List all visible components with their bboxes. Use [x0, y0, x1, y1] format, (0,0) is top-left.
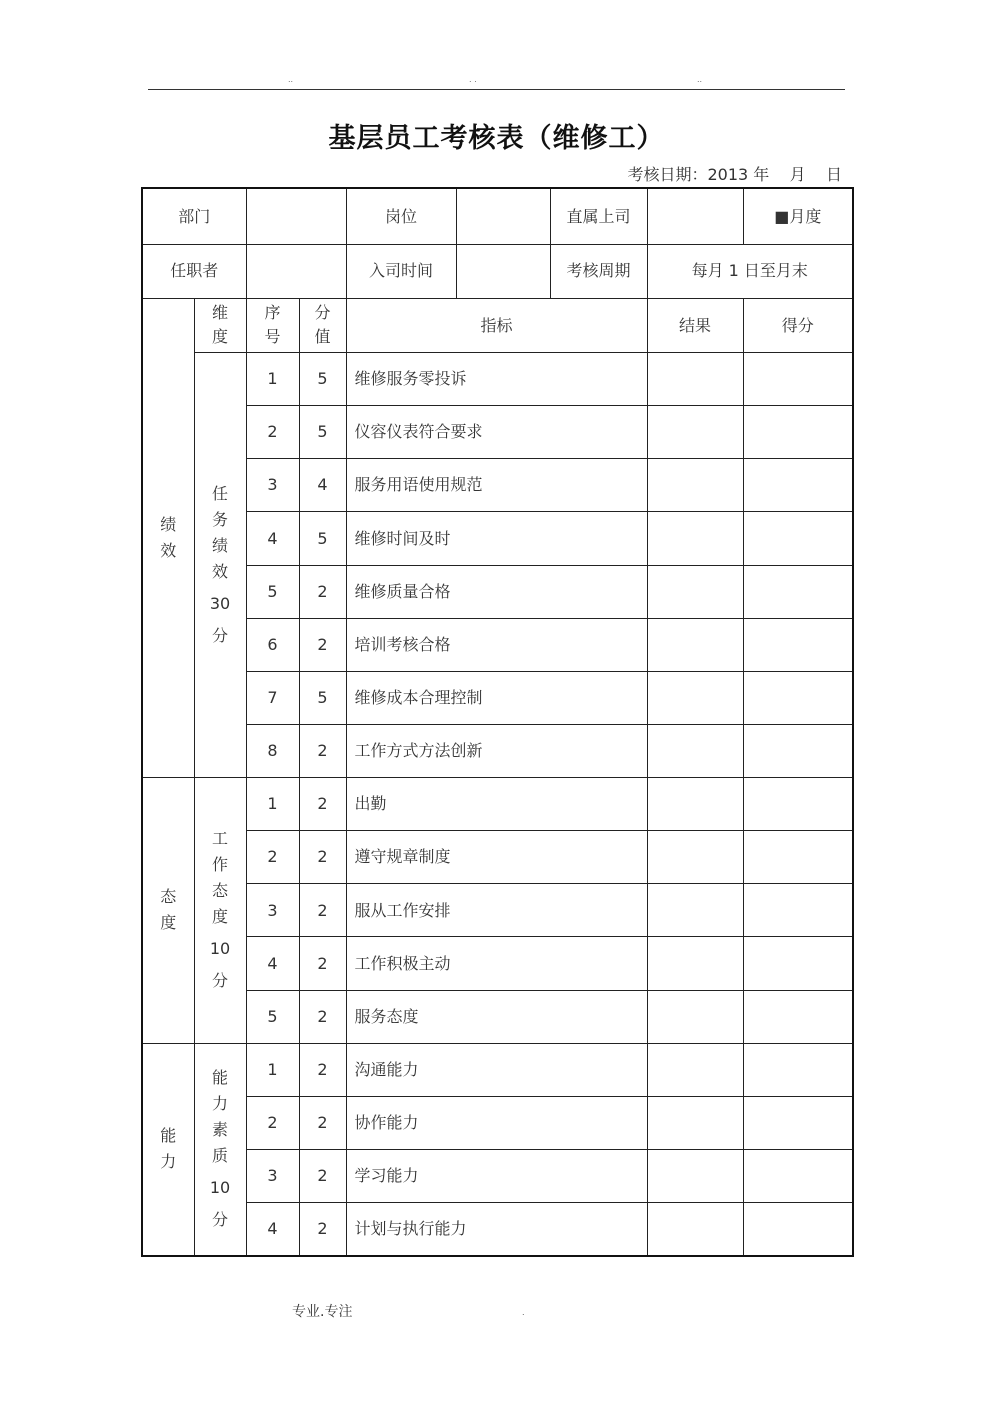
dimension-points: 30: [209, 594, 231, 613]
indicator-cell: 沟通能力: [346, 1043, 647, 1096]
table-row: [142, 831, 853, 884]
document-title: 基层员工考核表（维修工）: [328, 123, 665, 154]
result-field[interactable]: [647, 671, 743, 724]
supervisor-field[interactable]: [647, 188, 743, 244]
header-dot: . .: [469, 75, 477, 84]
table-row: [142, 1096, 853, 1149]
indicator-cell: 计划与执行能力: [346, 1203, 647, 1256]
table-row: [142, 406, 853, 459]
dimension-points: 10: [209, 1178, 231, 1198]
seq-cell: 1: [246, 1043, 299, 1096]
score-field[interactable]: [743, 459, 853, 512]
header-dot: ..: [697, 75, 703, 84]
column-result: 结果: [647, 298, 743, 352]
score-field[interactable]: [743, 1150, 853, 1203]
result-field[interactable]: [647, 1150, 743, 1203]
indicator-cell: 维修时间及时: [346, 512, 647, 565]
dimension-label: 任务绩效: [211, 484, 228, 581]
score-field[interactable]: [743, 512, 853, 565]
value-cell: 5: [299, 671, 346, 724]
dimension-unit: 分: [211, 626, 228, 645]
seq-cell: 4: [246, 512, 299, 565]
result-field[interactable]: [647, 990, 743, 1043]
indicator-cell: 遵守规章制度: [346, 831, 647, 884]
seq-cell: 5: [246, 565, 299, 618]
seq-cell: 1: [246, 352, 299, 405]
dimension-cell: [194, 778, 246, 1044]
score-field[interactable]: [743, 990, 853, 1043]
join-date-field[interactable]: [456, 244, 550, 298]
value-cell: 2: [299, 618, 346, 671]
value-cell: 2: [299, 1150, 346, 1203]
dimension-label: 工作态度: [211, 829, 228, 927]
cycle-label: 考核周期: [550, 244, 647, 298]
dimension-points: 10: [209, 939, 231, 959]
seq-cell: 1: [246, 778, 299, 831]
table-row: [142, 778, 853, 831]
value-cell: 2: [299, 778, 346, 831]
period-type-checkbox[interactable]: ■月度: [743, 188, 853, 244]
department-label: 部门: [142, 188, 246, 244]
score-field[interactable]: [743, 937, 853, 990]
dimension-cell: [194, 352, 246, 777]
dimension-cell: [194, 1043, 246, 1256]
seq-cell: 2: [246, 831, 299, 884]
employee-label: 任职者: [142, 244, 246, 298]
result-field[interactable]: [647, 1043, 743, 1096]
score-field[interactable]: [743, 831, 853, 884]
assessment-date: 考核日期：2013 年 月 日: [627, 165, 842, 184]
indicator-cell: 仪容仪表符合要求: [346, 406, 647, 459]
indicator-cell: 协作能力: [346, 1096, 647, 1149]
table-row: [142, 724, 853, 777]
value-cell: 2: [299, 990, 346, 1043]
indicator-cell: 维修质量合格: [346, 565, 647, 618]
result-field[interactable]: [647, 831, 743, 884]
value-cell: 2: [299, 1203, 346, 1256]
seq-cell: 3: [246, 884, 299, 937]
table-row: [142, 565, 853, 618]
category-label: 能力: [160, 1126, 177, 1172]
seq-cell: 7: [246, 671, 299, 724]
result-field[interactable]: [647, 937, 743, 990]
header-dot: ..: [288, 75, 294, 84]
footer-text: 专业.专注: [292, 1304, 353, 1320]
cycle-value: 每月 1 日至月末: [647, 244, 853, 298]
result-field[interactable]: [647, 778, 743, 831]
result-field[interactable]: [647, 512, 743, 565]
value-cell: 2: [299, 1096, 346, 1149]
column-seq-text: 序号: [264, 303, 281, 347]
header-rule: [148, 89, 845, 90]
indicator-cell: 服从工作安排: [346, 884, 647, 937]
indicator-cell: 出勤: [346, 778, 647, 831]
indicator-cell: 工作方式方法创新: [346, 724, 647, 777]
result-field[interactable]: [647, 884, 743, 937]
seq-cell: 4: [246, 937, 299, 990]
value-cell: 2: [299, 884, 346, 937]
value-cell: 5: [299, 406, 346, 459]
seq-cell: 2: [246, 1096, 299, 1149]
score-field[interactable]: [743, 778, 853, 831]
table-row: [142, 937, 853, 990]
category-cell: [142, 778, 194, 1044]
dimension-unit: 分: [211, 971, 228, 991]
column-dimension: [194, 298, 246, 352]
seq-cell: 6: [246, 618, 299, 671]
result-field[interactable]: [647, 1096, 743, 1149]
table-row: [142, 1203, 853, 1256]
info-row-1: [142, 188, 853, 244]
score-field[interactable]: [743, 618, 853, 671]
table-row: [142, 459, 853, 512]
seq-cell: 3: [246, 1150, 299, 1203]
score-field[interactable]: [743, 406, 853, 459]
column-score-value: [299, 298, 346, 352]
info-row-2: [142, 244, 853, 298]
column-seq: [246, 298, 299, 352]
indicator-cell: 培训考核合格: [346, 618, 647, 671]
seq-cell: 4: [246, 1203, 299, 1256]
assessment-form: [141, 187, 854, 1257]
result-field[interactable]: [647, 1203, 743, 1256]
supervisor-label: 直属上司: [550, 188, 647, 244]
result-field[interactable]: [647, 565, 743, 618]
value-cell: 4: [299, 459, 346, 512]
employee-field[interactable]: [246, 244, 346, 298]
score-field[interactable]: [743, 884, 853, 937]
score-table-body: [142, 298, 853, 1256]
result-field[interactable]: [647, 352, 743, 405]
table-row: [142, 990, 853, 1043]
column-score: 得分: [743, 298, 853, 352]
category-label: 态度: [160, 887, 177, 933]
value-cell: 5: [299, 512, 346, 565]
table-row: [142, 352, 853, 405]
dimension-unit: 分: [211, 1210, 228, 1230]
indicator-cell: 服务用语使用规范: [346, 459, 647, 512]
table-row: [142, 1043, 853, 1096]
footer-dot: .: [522, 1308, 525, 1317]
indicator-cell: 维修服务零投诉: [346, 352, 647, 405]
category-label: 绩效: [160, 514, 177, 560]
category-cell: [142, 1043, 194, 1256]
indicator-cell: 维修成本合理控制: [346, 671, 647, 724]
category-cell: [142, 298, 194, 777]
result-field[interactable]: [647, 406, 743, 459]
dimension-label: 能力素质: [211, 1068, 228, 1166]
column-header-row: [142, 298, 853, 352]
score-field[interactable]: [743, 352, 853, 405]
result-field[interactable]: [647, 618, 743, 671]
score-field[interactable]: [743, 1043, 853, 1096]
table-row: [142, 1150, 853, 1203]
value-cell: 5: [299, 352, 346, 405]
column-score-value-text: 分值: [314, 303, 331, 347]
score-field[interactable]: [743, 724, 853, 777]
result-field[interactable]: [647, 724, 743, 777]
indicator-cell: 学习能力: [346, 1150, 647, 1203]
score-field[interactable]: [743, 1203, 853, 1256]
table-row: [142, 884, 853, 937]
value-cell: 2: [299, 724, 346, 777]
value-cell: 2: [299, 831, 346, 884]
indicator-cell: 工作积极主动: [346, 937, 647, 990]
seq-cell: 3: [246, 459, 299, 512]
table-row: [142, 512, 853, 565]
indicator-cell: 服务态度: [346, 990, 647, 1043]
position-label: 岗位: [346, 188, 456, 244]
score-field[interactable]: [743, 1096, 853, 1149]
score-field[interactable]: [743, 565, 853, 618]
seq-cell: 2: [246, 406, 299, 459]
table-row: [142, 618, 853, 671]
seq-cell: 5: [246, 990, 299, 1043]
value-cell: 2: [299, 565, 346, 618]
column-indicator: 指标: [346, 298, 647, 352]
value-cell: 2: [299, 1043, 346, 1096]
value-cell: 2: [299, 937, 346, 990]
table-row: [142, 671, 853, 724]
result-field[interactable]: [647, 459, 743, 512]
score-field[interactable]: [743, 671, 853, 724]
seq-cell: 8: [246, 724, 299, 777]
position-field[interactable]: [456, 188, 550, 244]
department-field[interactable]: [246, 188, 346, 244]
column-dimension-text: 维度: [211, 303, 228, 347]
join-date-label: 入司时间: [346, 244, 456, 298]
